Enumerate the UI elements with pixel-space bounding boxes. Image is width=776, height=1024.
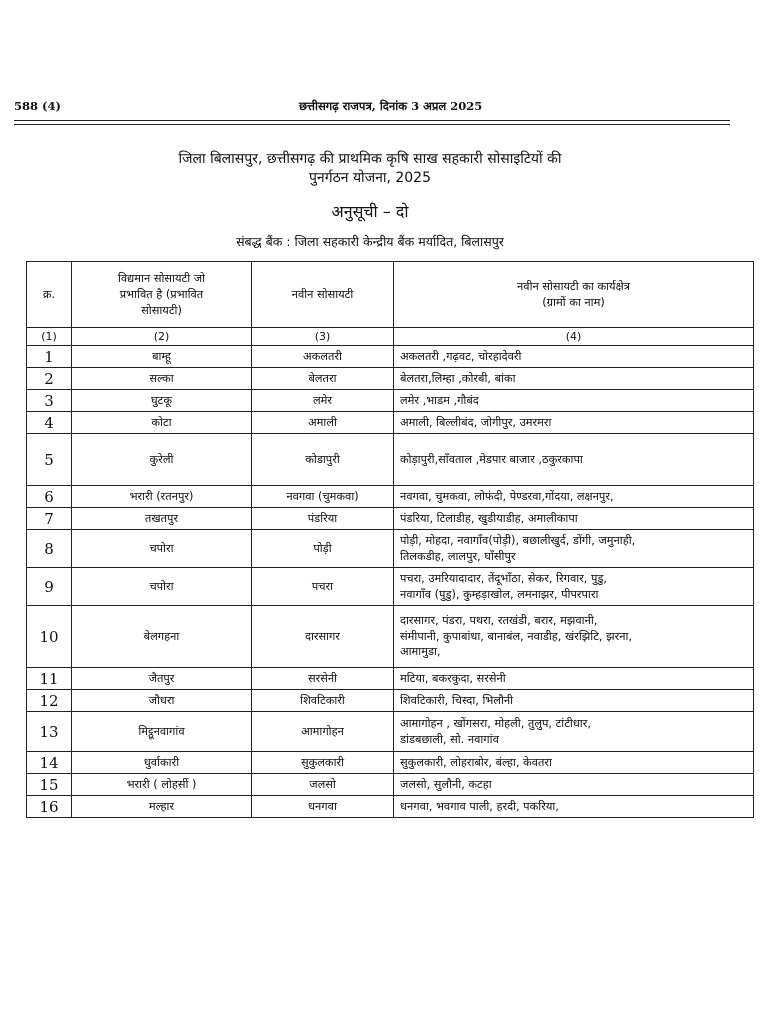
serial-number-cell: 13 xyxy=(27,712,72,752)
new-society-cell: बेलतरा xyxy=(252,368,394,390)
table-row xyxy=(27,774,754,796)
existing-society-cell: भरारी ( लोहर्सी ) xyxy=(72,774,252,796)
work-area-cell xyxy=(394,346,754,368)
work-area-cell xyxy=(394,434,754,486)
serial-number-cell: 3 xyxy=(27,390,72,412)
index-cell: (3) xyxy=(252,328,394,346)
work-area-line: डांडबछाली, सो. नवागांव xyxy=(400,732,499,746)
work-area-line: तिलकडीह, लालपुर, घाँसीपुर xyxy=(400,549,516,563)
serial-number-cell: 6 xyxy=(27,486,72,508)
existing-society-cell: चपोरा xyxy=(72,568,252,606)
existing-society-cell: घुटकू xyxy=(72,390,252,412)
serial-number-cell: 2 xyxy=(27,368,72,390)
serial-number-cell: 15 xyxy=(27,774,72,796)
new-society-cell: पचरा xyxy=(252,568,394,606)
serial-number-cell: 9 xyxy=(27,568,72,606)
existing-society-cell: सल्का xyxy=(72,368,252,390)
new-society-cell: पंडरिया xyxy=(252,508,394,530)
new-society-cell: पोड़ी xyxy=(252,530,394,568)
table-row xyxy=(27,796,754,818)
work-area-line: मटिया, बकरकुदा, सरसेनी xyxy=(400,671,506,685)
work-area-line: पचरा, उमरियादादार, तेंदूभाँठा, सेकर, रिगवार, पुडु, xyxy=(400,572,608,585)
serial-number-cell: 1 xyxy=(27,346,72,368)
header-existing-line: विद्यमान सोसायटी जो xyxy=(117,271,206,285)
work-area-cell xyxy=(394,712,754,752)
column-index-row xyxy=(27,328,754,346)
table-row xyxy=(27,530,754,568)
header-existing-line: सोसायटी) xyxy=(141,303,182,317)
work-area-cell xyxy=(394,774,754,796)
index-cell: (1) xyxy=(27,328,72,346)
new-society-cell: नवगवा (चुमकवा) xyxy=(252,486,394,508)
new-society-cell: धनगवा xyxy=(252,796,394,818)
new-society-cell: शिवटिकारी xyxy=(252,690,394,712)
title-line-1: जिला बिलासपुर, छत्तीसगढ़ की प्राथमिक कृषि साख सहकारी सोसाइटियों की xyxy=(178,151,562,167)
existing-society-cell: कोटा xyxy=(72,412,252,434)
serial-number-cell: 10 xyxy=(27,606,72,668)
existing-society-cell: मिट्ठूनवागांव xyxy=(72,712,252,752)
header-rule-bottom xyxy=(14,124,730,125)
header-area-line: (ग्रामों का नाम) xyxy=(542,295,605,309)
work-area-line: आमागोहन , खोंगसरा, मोहली, तुलुप, टांटीधार, xyxy=(400,717,591,730)
work-area-cell xyxy=(394,796,754,818)
serial-number-cell: 4 xyxy=(27,412,72,434)
existing-society-cell: धुर्वाकारी xyxy=(72,752,252,774)
new-society-cell: आमागोहन xyxy=(252,712,394,752)
work-area-cell xyxy=(394,690,754,712)
table-row xyxy=(27,568,754,606)
table-row xyxy=(27,368,754,390)
existing-society-cell: जौधरा xyxy=(72,690,252,712)
affiliated-bank: संबद्ध बैंक : जिला सहकारी केन्द्रीय बैंक मर्यादित, बिलासपुर xyxy=(236,234,504,249)
work-area-line: शिवटिकारी, चिस्दा, भिलौनी xyxy=(400,693,514,707)
work-area-cell xyxy=(394,752,754,774)
table-row xyxy=(27,412,754,434)
work-area-cell xyxy=(394,412,754,434)
header-existing-society xyxy=(72,262,252,328)
work-area-line: लमेर ,भाडम ,गौबंद xyxy=(400,393,479,407)
work-area-line: धनगवा, भवगाव पाली, हरदी, पकरिया, xyxy=(400,799,559,813)
new-society-cell: जलसो xyxy=(252,774,394,796)
table-row xyxy=(27,508,754,530)
serial-number-cell: 16 xyxy=(27,796,72,818)
header-existing-line: प्रभावित है (प्रभावित xyxy=(119,287,204,301)
work-area-cell xyxy=(394,668,754,690)
serial-number-cell: 11 xyxy=(27,668,72,690)
work-area-cell xyxy=(394,530,754,568)
table-row xyxy=(27,712,754,752)
work-area-line: दारसागर, पंडरा, पथरा, रतखंडी, बरार, मझवानी, xyxy=(400,614,598,628)
existing-society-cell: जैतपुर xyxy=(72,668,252,690)
work-area-line: नवागाँव (पुडु), कुम्हड़ाखोल, लमनाझर, पीपरपारा xyxy=(400,587,599,601)
new-society-cell: अमाली xyxy=(252,412,394,434)
header-area-line: नवीन सोसायटी का कार्यक्षेत्र xyxy=(517,279,630,293)
new-society-cell: दारसागर xyxy=(252,606,394,668)
document-title xyxy=(60,150,680,188)
work-area-line: अमाली, बिल्लीबंद, जोगीपुर, उमरमरा xyxy=(400,415,552,429)
work-area-cell xyxy=(394,368,754,390)
gazette-title: छत्तीसगढ़ राजपत्र, दिनांक 3 अप्रल 2025 xyxy=(299,99,483,113)
page-number: 588 (4) xyxy=(14,99,61,113)
serial-number-cell: 12 xyxy=(27,690,72,712)
new-society-cell: अकलतरी xyxy=(252,346,394,368)
work-area-line: संमीपानी, कुपाबांधा, बानाबंल, नवाडीह, खंरझिटि, झरना, xyxy=(400,629,633,643)
header-new-society: नवीन सोसायटी xyxy=(252,262,394,328)
new-society-cell: सरसेनी xyxy=(252,668,394,690)
table-row xyxy=(27,752,754,774)
work-area-line: पंडरिया, टिलाडीह, खुडीयाडीह, अमालीकापा xyxy=(400,511,578,525)
work-area-line: नवगवा, चुमकवा, लोफंदी, पेण्डरवा,गोंदया, लक्षनपुर, xyxy=(400,489,614,503)
existing-society-cell: मल्हार xyxy=(72,796,252,818)
work-area-line: आमामुडा, xyxy=(400,645,441,659)
work-area-cell xyxy=(394,606,754,668)
serial-number-cell: 8 xyxy=(27,530,72,568)
new-society-cell: लमेर xyxy=(252,390,394,412)
table-header-row xyxy=(27,262,754,328)
work-area-line: अकलतरी ,गढ़वट, चोरहादेवरी xyxy=(400,349,522,363)
header-rule-top xyxy=(14,120,730,121)
schedule-heading: अनुसूची – दो xyxy=(331,202,409,221)
existing-society-cell: बेलगहना xyxy=(72,606,252,668)
table-row xyxy=(27,390,754,412)
index-cell: (4) xyxy=(394,328,754,346)
table-row xyxy=(27,346,754,368)
table-row xyxy=(27,606,754,668)
society-table xyxy=(26,261,754,818)
index-cell: (2) xyxy=(72,328,252,346)
work-area-cell xyxy=(394,568,754,606)
table-row xyxy=(27,434,754,486)
table-row xyxy=(27,668,754,690)
existing-society-cell: भरारी (रतनपुर) xyxy=(72,486,252,508)
work-area-line: बेलतरा,लिम्हा ,कोरबी, बांका xyxy=(400,371,516,385)
new-society-cell: सुकुलकारी xyxy=(252,752,394,774)
existing-society-cell: बाम्हू xyxy=(72,346,252,368)
existing-society-cell: चपोरा xyxy=(72,530,252,568)
page-header xyxy=(14,97,730,115)
new-society-cell: कोडापुरी xyxy=(252,434,394,486)
header-serial: क्र. xyxy=(27,262,72,328)
existing-society-cell: कुरेली xyxy=(72,434,252,486)
work-area-cell xyxy=(394,390,754,412)
work-area-line: सुकुलकारी, लोहराबोर, बंल्हा, केवतरा xyxy=(400,755,552,769)
work-area-cell xyxy=(394,508,754,530)
work-area-line: कोड़ापुरी,साँवताल ,मेडपार बाजार ,ठकुरकापा xyxy=(400,452,583,466)
serial-number-cell: 5 xyxy=(27,434,72,486)
header-work-area xyxy=(394,262,754,328)
serial-number-cell: 7 xyxy=(27,508,72,530)
serial-number-cell: 14 xyxy=(27,752,72,774)
existing-society-cell: तखतपुर xyxy=(72,508,252,530)
work-area-cell xyxy=(394,486,754,508)
title-line-2: पुनर्गठन योजना, 2025 xyxy=(308,170,432,186)
table-row xyxy=(27,690,754,712)
table-row xyxy=(27,486,754,508)
work-area-line: पोड़ी, मोहदा, नवागाँव(पोड़ी), बछालीखुर्द, डोंगी, जमुनाही, xyxy=(400,534,636,547)
work-area-line: जलसो, सुलौनी, कटहा xyxy=(400,777,492,791)
